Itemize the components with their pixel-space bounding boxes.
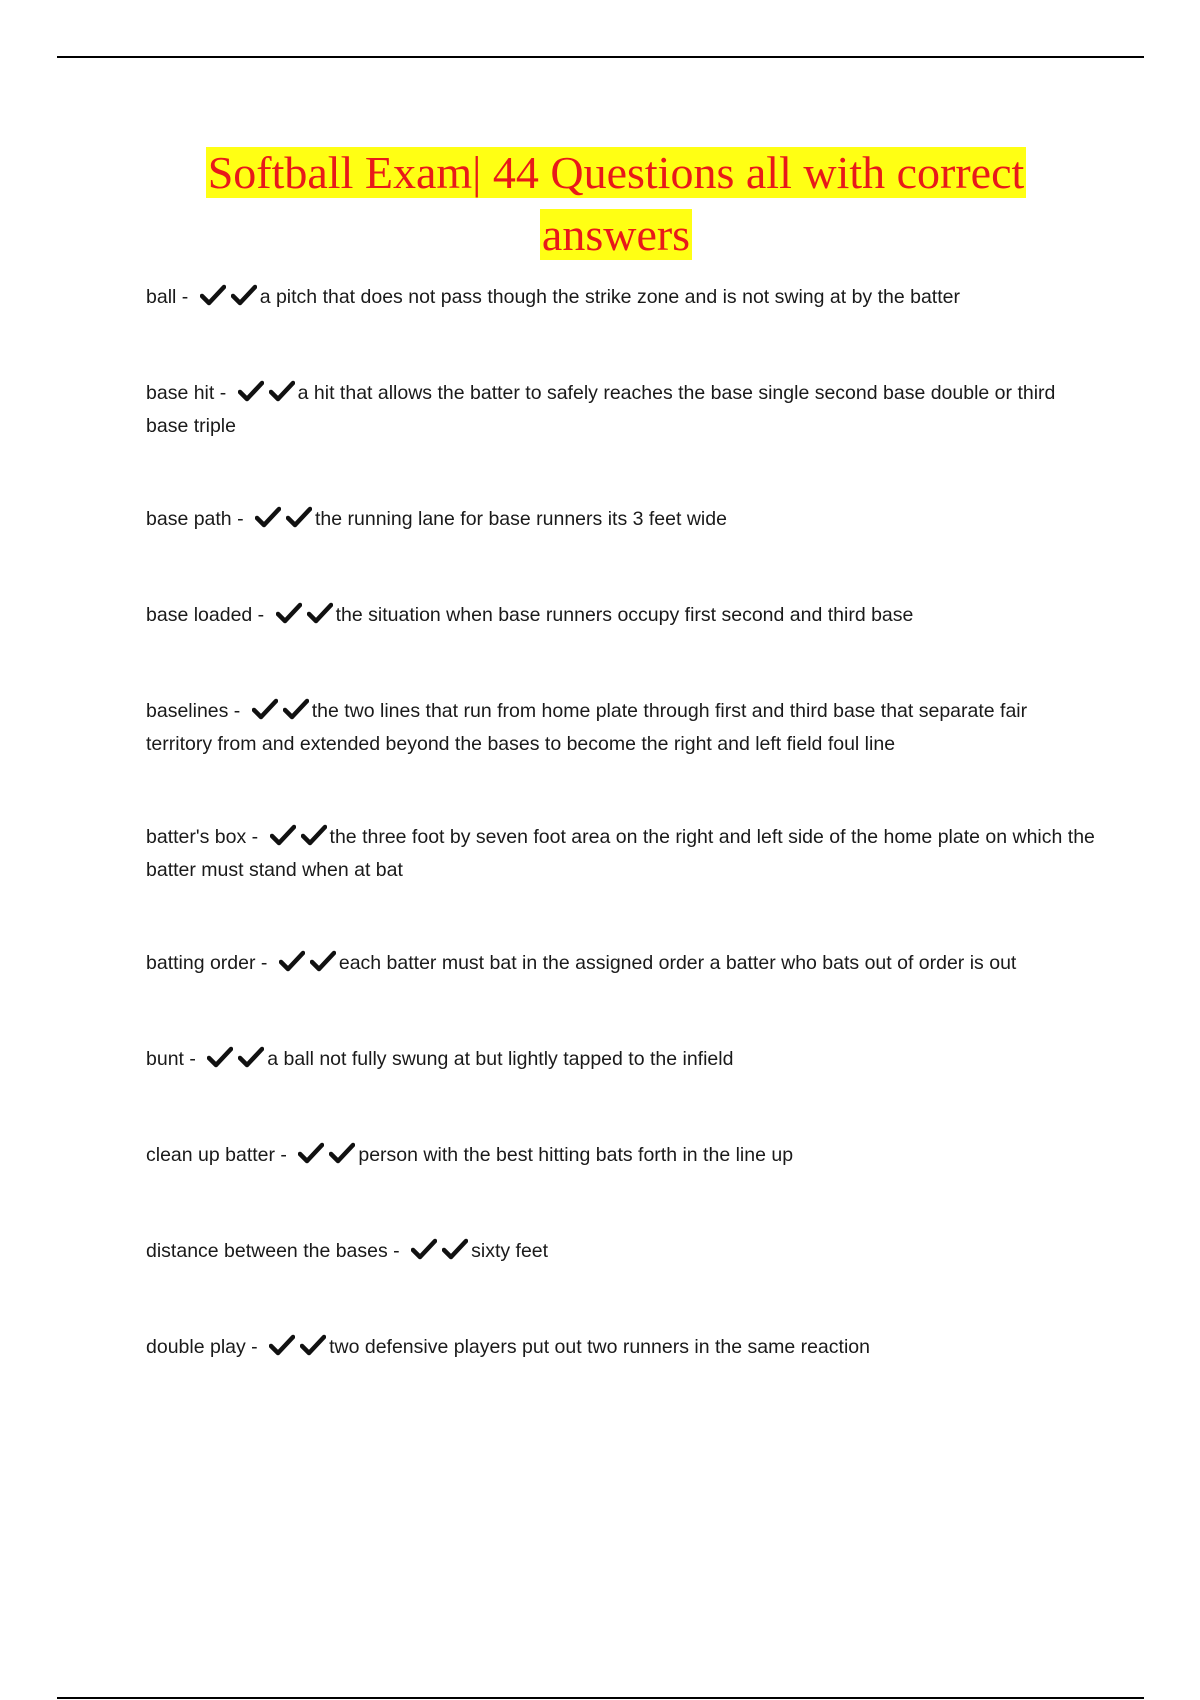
term-separator: -: [231, 508, 249, 530]
question-item: [146, 600, 1096, 633]
question-term: clean up batter: [146, 1144, 276, 1166]
answer-checks: [207, 1046, 264, 1077]
answer-checks: [279, 950, 336, 981]
question-item: [146, 1332, 1096, 1365]
answer-checks: [411, 1238, 468, 1269]
check-mark-icon: [310, 950, 336, 972]
answer-checks: [270, 824, 327, 855]
check-mark-icon: [286, 506, 312, 528]
check-mark-icon: [283, 698, 309, 720]
question-item: [146, 282, 1096, 315]
question-answer: the three foot by seven foot area on the right and left side of the home plate on which the batter must stand when at bat: [146, 826, 1095, 881]
question-term: bunt: [146, 1048, 184, 1070]
question-answer: the two lines that run from home plate through first and third base that separate fair territory from and extended beyond the bases to become the right and left field foul line: [146, 700, 1028, 755]
question-item: [146, 948, 1096, 981]
question-item: [146, 1140, 1096, 1173]
check-mark-icon: [411, 1238, 437, 1260]
answer-checks: [252, 698, 309, 729]
page-title: [100, 142, 1132, 266]
check-mark-icon: [207, 1046, 233, 1068]
question-term: base hit: [146, 382, 215, 404]
answer-checks: [298, 1142, 355, 1173]
question-item: [146, 696, 1096, 759]
answer-checks: [255, 506, 312, 537]
bottom-rule: [57, 1697, 1144, 1699]
question-item: [146, 822, 1096, 885]
check-mark-icon: [300, 1334, 326, 1356]
term-separator: -: [214, 382, 232, 404]
term-separator: -: [246, 826, 264, 848]
question-answer: sixty feet: [471, 1240, 549, 1262]
check-mark-icon: [269, 1334, 295, 1356]
top-rule: [57, 56, 1144, 58]
question-term: base path: [146, 508, 232, 530]
question-item: [146, 378, 1096, 441]
question-term: double play: [146, 1336, 246, 1358]
check-mark-icon: [238, 1046, 264, 1068]
title-line-2: answers: [541, 209, 691, 260]
term-separator: -: [275, 1144, 293, 1166]
title-line-1: Softball Exam| 44 Questions all with correct: [207, 147, 1025, 198]
term-separator: -: [245, 1336, 264, 1358]
question-term: base loaded: [146, 604, 253, 626]
answer-checks: [276, 602, 333, 633]
check-mark-icon: [200, 284, 226, 306]
check-mark-icon: [307, 602, 333, 624]
question-term: batter's box: [146, 826, 247, 848]
answer-checks: [200, 284, 257, 315]
question-answer: a ball not fully swung at but lightly tapped to the infield: [267, 1048, 734, 1070]
question-answer: person with the best hitting bats forth in the line up: [358, 1144, 794, 1166]
question-list: [146, 282, 1096, 1365]
question-term: ball: [146, 286, 177, 308]
term-separator: -: [228, 700, 246, 722]
answer-checks: [238, 380, 295, 411]
check-mark-icon: [301, 824, 327, 846]
question-item: [146, 504, 1096, 537]
check-mark-icon: [298, 1142, 324, 1164]
question-item: [146, 1236, 1096, 1269]
question-answer: each batter must bat in the assigned order a batter who bats out of order is out: [338, 952, 1017, 974]
question-term: distance between the bases: [146, 1240, 388, 1262]
check-mark-icon: [442, 1238, 468, 1260]
term-separator: -: [255, 952, 273, 974]
question-answer: the situation when base runners occupy first second and third base: [335, 604, 914, 626]
check-mark-icon: [269, 380, 295, 402]
check-mark-icon: [238, 380, 264, 402]
check-mark-icon: [279, 950, 305, 972]
check-mark-icon: [231, 284, 257, 306]
term-separator: -: [176, 286, 194, 308]
check-mark-icon: [270, 824, 296, 846]
term-separator: -: [387, 1240, 406, 1262]
question-answer: a pitch that does not pass though the strike zone and is not swing at by the batter: [259, 286, 960, 308]
question-term: batting order: [146, 952, 256, 974]
check-mark-icon: [255, 506, 281, 528]
answer-checks: [269, 1334, 326, 1365]
question-item: [146, 1044, 1096, 1077]
question-answer: two defensive players put out two runners in the same reaction: [329, 1336, 870, 1358]
question-answer: a hit that allows the batter to safely reaches the base single second base double or third base triple: [146, 382, 1056, 437]
term-separator: -: [252, 604, 270, 626]
check-mark-icon: [276, 602, 302, 624]
check-mark-icon: [329, 1142, 355, 1164]
question-answer: the running lane for base runners its 3 feet wide: [315, 508, 727, 530]
term-separator: -: [183, 1048, 202, 1070]
question-term: baselines: [146, 700, 229, 722]
check-mark-icon: [252, 698, 278, 720]
